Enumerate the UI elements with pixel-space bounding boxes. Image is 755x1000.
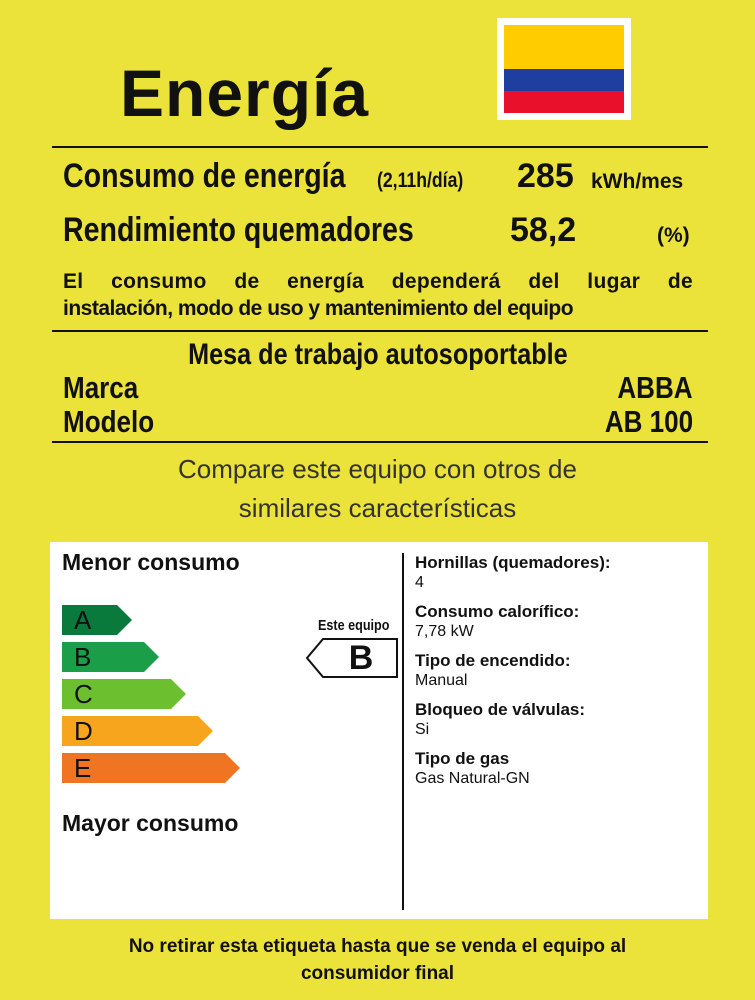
spec-value-valve-lock: Si xyxy=(415,721,430,738)
divider xyxy=(52,330,708,332)
energy-class-c xyxy=(62,679,186,709)
disclaimer-line-2: instalación, modo de uso y mantenimiento del equipo xyxy=(63,297,574,320)
model-value: AB 100 xyxy=(604,404,693,439)
rendimiento-value: 58,2 xyxy=(510,211,577,249)
spec-value-gas-type: Gas Natural-GN xyxy=(415,770,530,787)
brand-label: Marca xyxy=(63,370,139,405)
spec-label-heat-consumption: Consumo calorífico: xyxy=(415,602,580,621)
class-letter: B xyxy=(74,642,92,672)
scale-top-label: Menor consumo xyxy=(62,549,240,575)
rendimiento-label: Rendimiento quemadores xyxy=(63,211,414,249)
rendimiento-unit: (%) xyxy=(657,224,690,247)
consumo-value: 285 xyxy=(517,157,574,195)
indicator-label: Este equipo xyxy=(318,617,390,634)
energy-class-a xyxy=(62,605,132,635)
model-label: Modelo xyxy=(63,404,155,439)
brand-value: ABBA xyxy=(617,370,693,405)
divider xyxy=(52,146,708,148)
class-letter: E xyxy=(74,753,92,783)
spec-label-ignition: Tipo de encendido: xyxy=(415,651,571,670)
divider xyxy=(52,441,708,443)
scale-bottom-label: Mayor consumo xyxy=(62,810,239,836)
spec-value-ignition: Manual xyxy=(415,672,468,689)
class-letter: D xyxy=(74,716,93,746)
class-letter: A xyxy=(74,605,92,635)
class-letter: C xyxy=(74,679,93,709)
energy-class-d xyxy=(62,716,213,746)
compare-line-2: similares características xyxy=(238,493,517,523)
spec-value-heat-consumption: 7,78 kW xyxy=(415,623,474,640)
colombia-flag-icon xyxy=(497,18,631,120)
consumo-label: Consumo de energía xyxy=(63,157,346,195)
spec-label-gas-type: Tipo de gas xyxy=(415,749,510,768)
flag-yellow-stripe xyxy=(504,25,624,69)
flag-red-stripe xyxy=(504,91,624,113)
footer-line-1: No retirar esta etiqueta hasta que se venda el equipo al xyxy=(128,936,627,957)
flag-blue-stripe xyxy=(504,69,624,91)
spec-label-valve-lock: Bloqueo de válvulas: xyxy=(415,700,586,719)
compare-line-1: Compare este equipo con otros de xyxy=(178,454,577,484)
panel-divider xyxy=(402,553,404,910)
label-title: Energía xyxy=(120,56,370,130)
energy-class-b xyxy=(62,642,159,672)
spec-label-burners: Hornillas (quemadores): xyxy=(415,553,611,572)
product-type: Mesa de trabajo autosoportable xyxy=(187,338,568,371)
indicator-class-letter: B xyxy=(348,639,374,677)
consumo-note: (2,11h/día) xyxy=(377,169,464,192)
disclaimer-line-1: El consumo de energía dependerá del lugar de xyxy=(63,270,693,293)
footer-line-2: consumidor final xyxy=(300,963,455,984)
footer-notice xyxy=(40,933,715,987)
consumo-unit: kWh/mes xyxy=(591,170,684,193)
energy-class-e xyxy=(62,753,240,783)
spec-value-burners: 4 xyxy=(415,574,424,591)
current-class-indicator xyxy=(305,638,399,678)
